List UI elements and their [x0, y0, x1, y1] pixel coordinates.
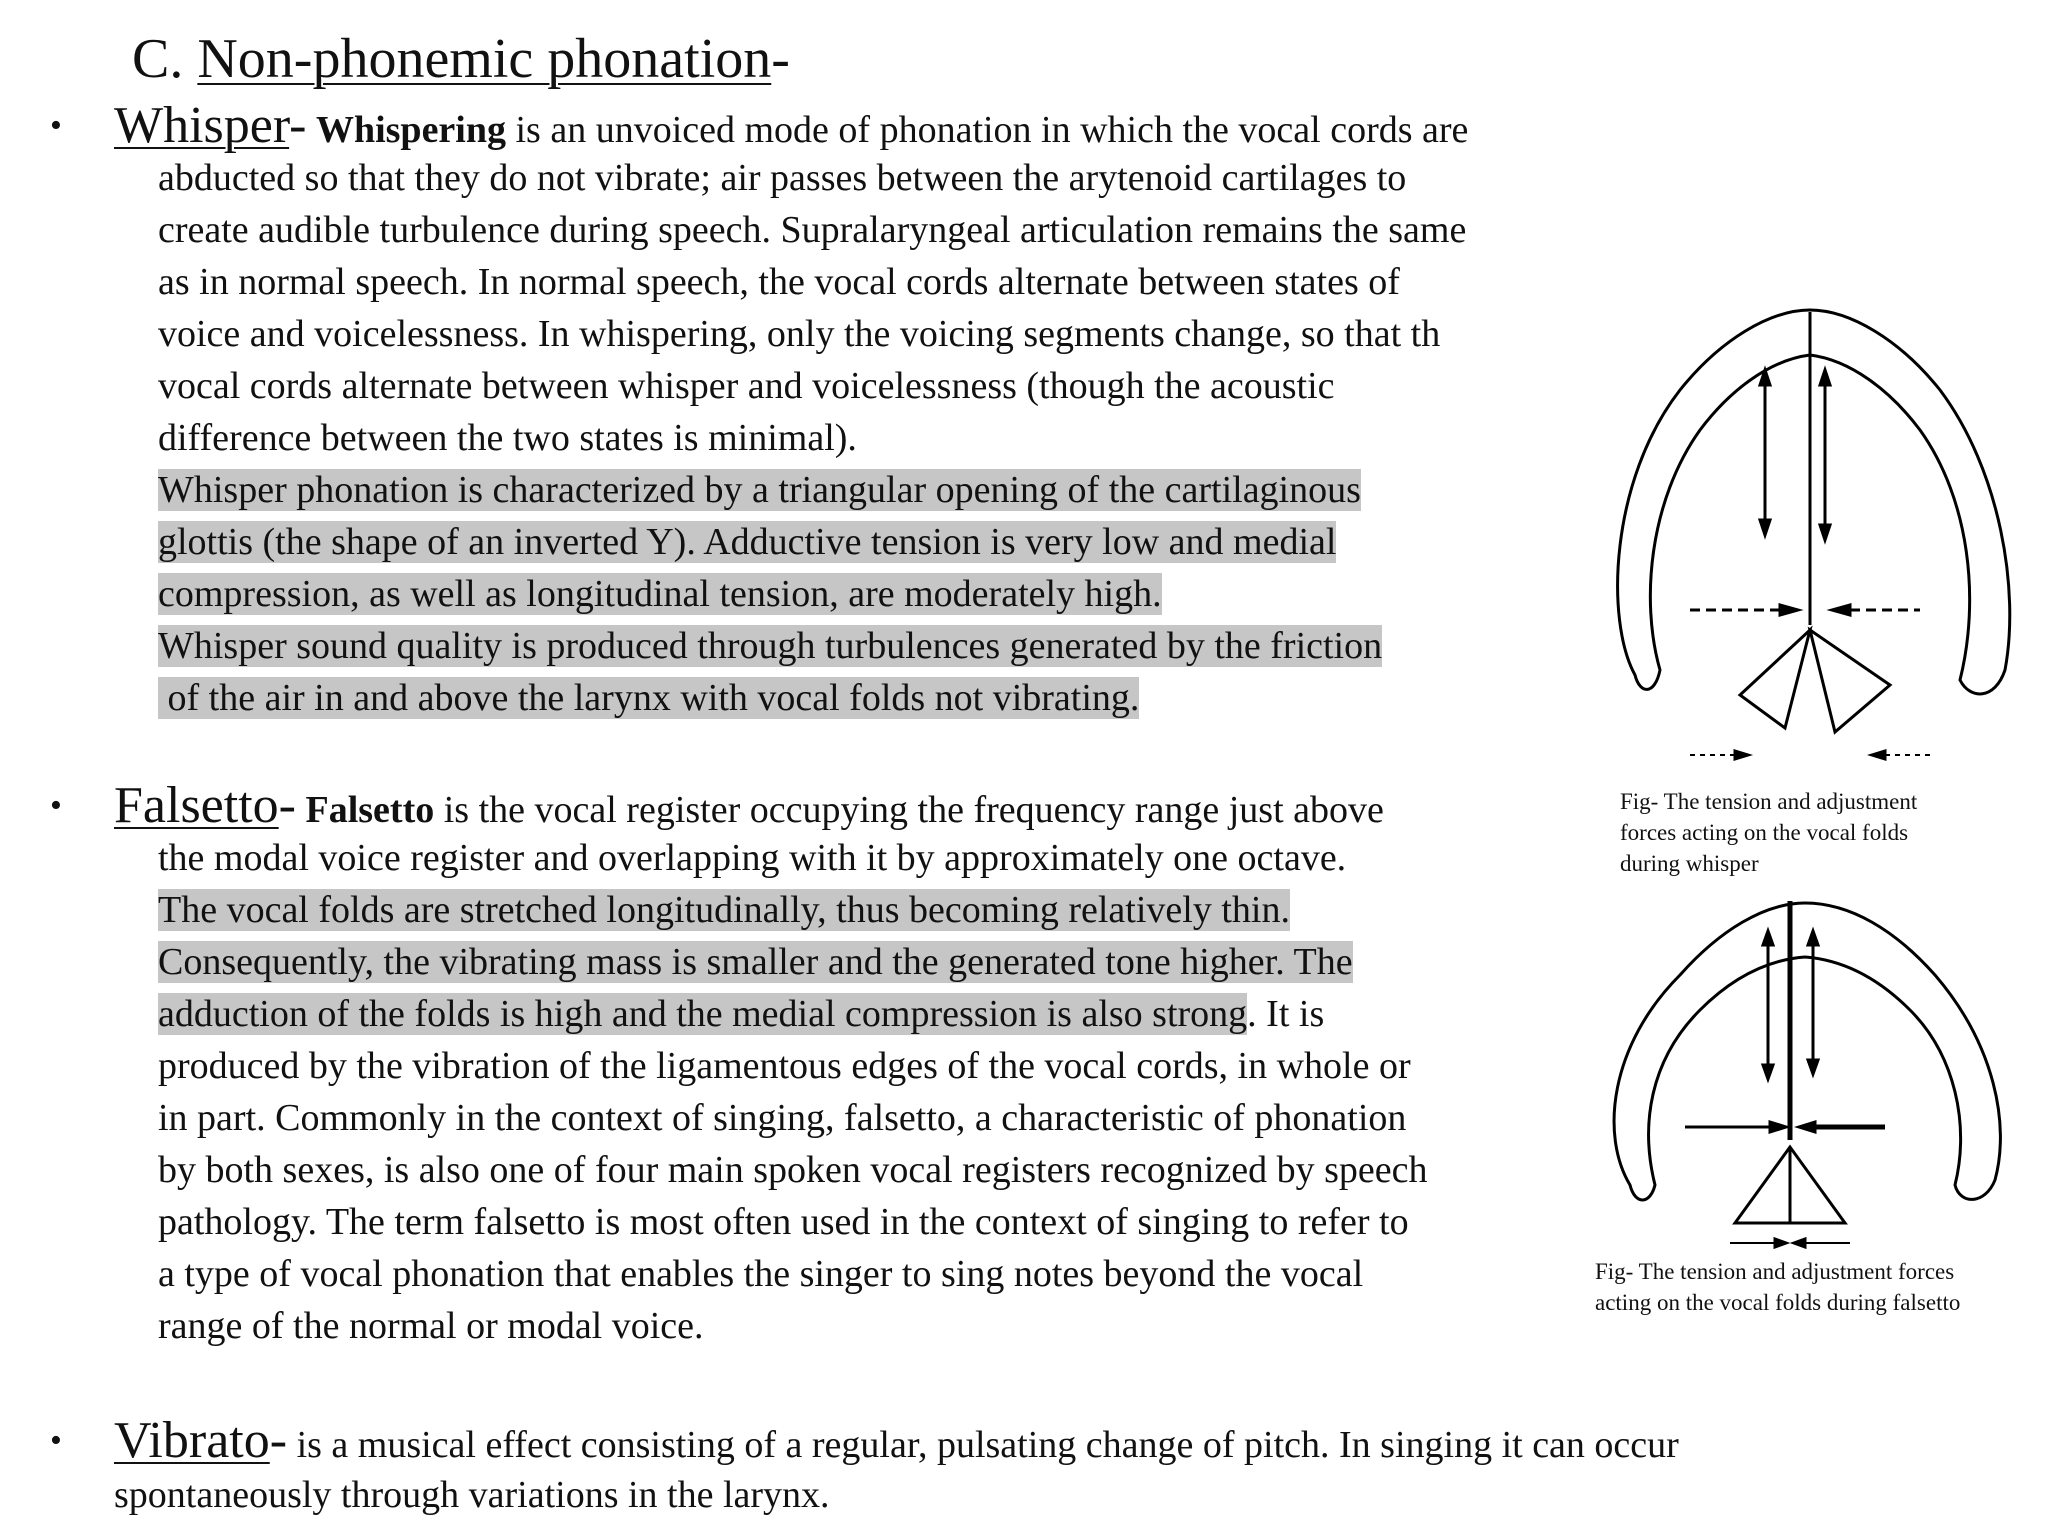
- falsetto-fold-outline: [1614, 903, 2000, 1200]
- whisper-highlight-line: Whisper sound quality is produced through turbulences generated by the friction: [158, 625, 1383, 667]
- falsetto-line: pathology. The term falsetto is most often used in the context of singing to refer to: [158, 1201, 1409, 1243]
- falsetto-keyword: Falsetto: [305, 789, 435, 831]
- vibrato-dash: -: [269, 1412, 288, 1469]
- falsetto-figure-caption: [1595, 1256, 1960, 1318]
- falsetto-dash: -: [278, 777, 296, 834]
- whisper-figure-caption: [1620, 786, 1917, 879]
- whisper-line: vocal cords alternate between whisper and voicelessness (though the acoustic: [158, 365, 1335, 407]
- falsetto-highlight-line: The vocal folds are stretched longitudinally, thus becoming relatively thin.: [158, 889, 1290, 931]
- falsetto-highlight-line: adduction of the folds is high and the medial compression is also strong: [158, 993, 1248, 1035]
- whisper-highlight-line: glottis (the shape of an inverted Y). Adductive tension is very low and medial: [158, 521, 1337, 563]
- whisper-line: create audible turbulence during speech. Supralaryngeal articulation remains the same: [158, 209, 1467, 251]
- whisper-line: voice and voicelessness. In whispering, only the voicing segments change, so that th: [158, 313, 1441, 355]
- bullet-dot: •: [50, 1422, 62, 1459]
- vibrato-term: Vibrato: [114, 1412, 270, 1469]
- caption-line: Fig- The tension and adjustment forces: [1595, 1259, 1955, 1284]
- whisper-highlight-line: of the air in and above the larynx with vocal folds not vibrating.: [158, 677, 1140, 719]
- whisper-fold-outline: [1618, 310, 2010, 694]
- falsetto-line: produced by the vibration of the ligamentous edges of the vocal cords, in whole or: [158, 1045, 1411, 1087]
- caption-line: Fig- The tension and adjustment: [1620, 789, 1918, 814]
- heading-prefix: C.: [132, 28, 184, 90]
- falsetto-line: is the vocal register occupying the frequency range just above: [443, 789, 1384, 831]
- bullet-dot: •: [50, 107, 62, 144]
- whisper-highlight-line: compression, as well as longitudinal tension, are moderately high.: [158, 573, 1162, 615]
- whisper-dash: -: [289, 97, 307, 154]
- falsetto-body: [158, 832, 1427, 1352]
- falsetto-line: a type of vocal phonation that enables the singer to sing notes beyond the vocal: [158, 1253, 1364, 1295]
- whisper-line: is an unvoiced mode of phonation in which the vocal cords are: [515, 109, 1469, 151]
- falsetto-line: . It is: [1247, 993, 1325, 1035]
- heading-title: Non-phonemic phonation: [197, 28, 772, 90]
- falsetto-highlight-line: Consequently, the vibrating mass is smaller and the generated tone higher. The: [158, 941, 1353, 983]
- falsetto-line: by both sexes, is also one of four main spoken vocal registers recognized by speech: [158, 1149, 1428, 1191]
- whisper-line: as in normal speech. In normal speech, the vocal cords alternate between states of: [158, 261, 1400, 303]
- right-arytenoid: [1810, 630, 1890, 732]
- falsetto-line: the modal voice register and overlapping with it by approximately one octave.: [158, 837, 1347, 879]
- heading-suffix: -: [771, 28, 790, 90]
- falsetto-line: range of the normal or modal voice.: [158, 1305, 704, 1347]
- section-heading: [132, 26, 790, 92]
- falsetto-line: in part. Commonly in the context of singing, falsetto, a characteristic of phonation: [158, 1097, 1407, 1139]
- bullet-dot: •: [50, 787, 62, 824]
- vibrato-line: is a musical effect consisting of a regular, pulsating change of pitch. In singing it can occur: [287, 1424, 1679, 1466]
- left-arytenoid: [1740, 630, 1810, 728]
- whisper-vocal-folds-figure: [1600, 300, 2020, 780]
- caption-line: forces acting on the vocal folds: [1620, 820, 1909, 845]
- caption-line: acting on the vocal folds during falsetto: [1595, 1290, 1961, 1315]
- whisper-body: [158, 152, 1466, 724]
- whisper-keyword: Whispering: [315, 109, 506, 151]
- whisper-line: difference between the two states is minimal).: [158, 417, 857, 459]
- whisper-highlight-line: Whisper phonation is characterized by a triangular opening of the cartilaginous: [158, 469, 1361, 511]
- vibrato-line: spontaneously through variations in the larynx.: [114, 1474, 830, 1516]
- falsetto-term: Falsetto: [114, 777, 279, 834]
- caption-line: during whisper: [1620, 851, 1759, 876]
- falsetto-vocal-folds-figure: [1600, 885, 2010, 1255]
- whisper-line: abducted so that they do not vibrate; air passes between the arytenoid cartilages to: [158, 157, 1407, 199]
- whisper-term: Whisper: [114, 97, 290, 154]
